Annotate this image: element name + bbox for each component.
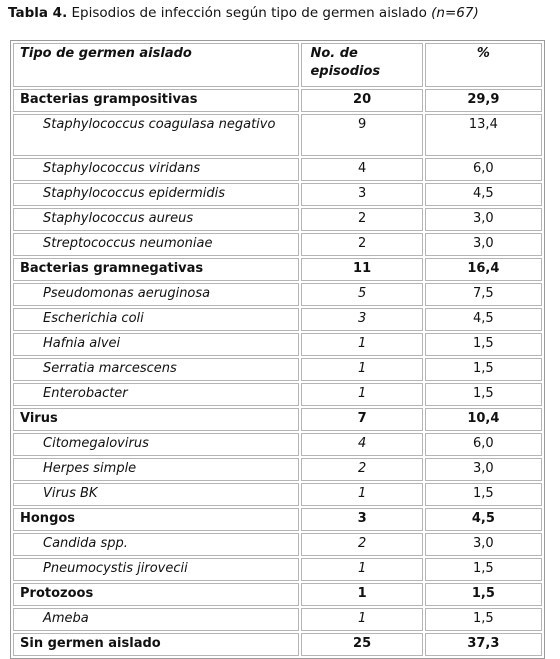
percent-cell: 1,5 (425, 383, 542, 406)
episodes-cell: 2 (301, 533, 422, 556)
germ-name-cell: Citomegalovirus (13, 433, 299, 456)
percent-cell: 3,0 (425, 233, 542, 256)
header-germ-type: Tipo de germen aislado (13, 43, 299, 87)
caption-label: Tabla 4. (8, 5, 68, 21)
percent-cell: 4,5 (425, 183, 542, 206)
episodes-cell: 3 (301, 183, 422, 206)
table-row-group (13, 408, 542, 431)
percent-cell: 4,5 (425, 508, 542, 531)
table-row (13, 233, 542, 256)
episodes-cell: 2 (301, 458, 422, 481)
infection-episodes-table (10, 40, 545, 659)
percent-cell: 1,5 (425, 558, 542, 581)
table-row (13, 208, 542, 231)
table-row (13, 183, 542, 206)
table-row (13, 308, 542, 331)
germ-name-cell: Ameba (13, 608, 299, 631)
germ-name-cell: Virus (13, 408, 299, 431)
percent-cell: 3,0 (425, 208, 542, 231)
table-row (13, 333, 542, 356)
header-episodes-line2: episodios (310, 64, 381, 79)
percent-cell: 37,3 (425, 633, 542, 656)
germ-name-cell: Candida spp. (13, 533, 299, 556)
germ-name-cell: Herpes simple (13, 458, 299, 481)
germ-name-cell: Staphylococcus aureus (13, 208, 299, 231)
episodes-cell: 5 (301, 283, 422, 306)
percent-cell: 1,5 (425, 608, 542, 631)
episodes-cell: 11 (301, 258, 422, 281)
germ-name-cell: Virus BK (13, 483, 299, 506)
germ-name-cell: Escherichia coli (13, 308, 299, 331)
episodes-cell: 1 (301, 358, 422, 381)
header-episodes-line1: No. de (310, 46, 358, 61)
table-row (13, 114, 542, 156)
germ-name-cell: Staphylococcus epidermidis (13, 183, 299, 206)
header-percent: % (425, 43, 542, 87)
germ-name-cell: Streptococcus neumoniae (13, 233, 299, 256)
episodes-cell: 4 (301, 158, 422, 181)
table-row-group (13, 508, 542, 531)
table-row (13, 483, 542, 506)
percent-cell: 29,9 (425, 89, 542, 112)
episodes-cell: 1 (301, 333, 422, 356)
germ-name-cell: Pneumocystis jirovecii (13, 558, 299, 581)
header-episodes (301, 43, 422, 87)
percent-cell: 1,5 (425, 483, 542, 506)
germ-name-cell: Staphylococcus viridans (13, 158, 299, 181)
percent-cell: 1,5 (425, 583, 542, 606)
episodes-cell: 25 (301, 633, 422, 656)
germ-name-cell: Hongos (13, 508, 299, 531)
germ-name-cell: Hafnia alvei (13, 333, 299, 356)
germ-name-cell: Bacterias gramnegativas (13, 258, 299, 281)
table-row (13, 383, 542, 406)
table-row (13, 158, 542, 181)
episodes-cell: 4 (301, 433, 422, 456)
germ-name-cell: Bacterias grampositivas (13, 89, 299, 112)
episodes-cell: 2 (301, 208, 422, 231)
table-row (13, 433, 542, 456)
germ-name-cell: Pseudomonas aeruginosa (13, 283, 299, 306)
germ-name-cell: Sin germen aislado (13, 633, 299, 656)
table-row (13, 458, 542, 481)
percent-cell: 13,4 (425, 114, 542, 156)
episodes-cell: 7 (301, 408, 422, 431)
percent-cell: 7,5 (425, 283, 542, 306)
episodes-cell: 20 (301, 89, 422, 112)
episodes-cell: 3 (301, 308, 422, 331)
table-row (13, 283, 542, 306)
table-row-group (13, 583, 542, 606)
percent-cell: 3,0 (425, 533, 542, 556)
header-row (13, 43, 542, 87)
germ-name-cell: Serratia marcescens (13, 358, 299, 381)
table-row-group (13, 258, 542, 281)
germ-name-cell: Enterobacter (13, 383, 299, 406)
episodes-cell: 1 (301, 558, 422, 581)
percent-cell: 3,0 (425, 458, 542, 481)
table-row-group (13, 89, 542, 112)
episodes-cell: 1 (301, 583, 422, 606)
percent-cell: 1,5 (425, 358, 542, 381)
caption-sample-size: (n=67) (431, 5, 479, 21)
episodes-cell: 9 (301, 114, 422, 156)
germ-name-cell: Protozoos (13, 583, 299, 606)
table-caption (8, 4, 479, 22)
table-row (13, 533, 542, 556)
percent-cell: 1,5 (425, 333, 542, 356)
table-row (13, 558, 542, 581)
percent-cell: 6,0 (425, 158, 542, 181)
percent-cell: 6,0 (425, 433, 542, 456)
episodes-cell: 1 (301, 608, 422, 631)
episodes-cell: 1 (301, 383, 422, 406)
episodes-cell: 2 (301, 233, 422, 256)
table-row (13, 358, 542, 381)
episodes-cell: 3 (301, 508, 422, 531)
percent-cell: 16,4 (425, 258, 542, 281)
germ-name-cell: Staphylococcus coagulasa negativo (13, 114, 299, 156)
caption-text: Episodios de infección según tipo de germen aislado (71, 5, 427, 21)
percent-cell: 4,5 (425, 308, 542, 331)
percent-cell: 10,4 (425, 408, 542, 431)
episodes-cell: 1 (301, 483, 422, 506)
table-row-group (13, 633, 542, 656)
